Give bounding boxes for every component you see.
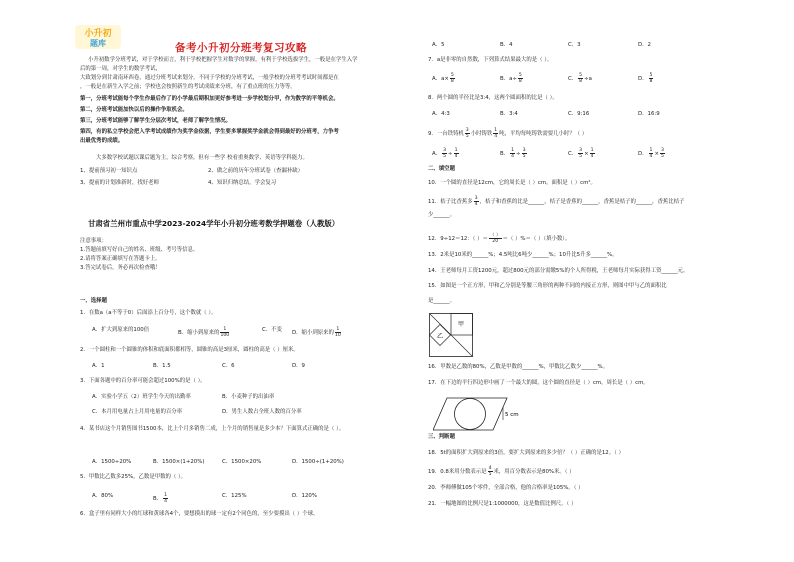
q3-opt-c: C．本月用电量占上月用电量的百分率 xyxy=(92,409,183,415)
q7-opt-a: A．a× $\frac{5}{8}$ xyxy=(432,73,454,84)
q7-opt-c: C． $\frac{5}{8}$ ÷a xyxy=(568,73,592,84)
guide-suggestion-1: 1、提前预习初一知识点 xyxy=(80,168,138,174)
q9-opt-d: D． $\frac{1}{4}$ × $\frac{3}{5}$ xyxy=(638,148,664,159)
q6-opt-a: A．5 xyxy=(432,42,445,48)
guide-point-1: 第一，分班考试能每个学生作最后作了的小学最后期积加更好参考进一步学校划分甲，作为数学的平等机会。 xyxy=(80,96,339,102)
q10-text: 10．一个圆的直径是12cm，它的周长是（ ）cm，面积是（ ）cm²。 xyxy=(428,180,596,186)
q1-opt-c: C．不变 xyxy=(262,327,282,333)
q4-opt-d: D．1500÷(1+20%) xyxy=(292,459,344,465)
q3-opt-b: B．小麦种子的出油率 xyxy=(222,394,275,400)
svg-text:小升初: 小升初 xyxy=(84,29,112,39)
square-figure xyxy=(429,313,473,357)
q4-opt-a: A．1500÷20% xyxy=(92,459,132,465)
q4-text: 4．某书店这个月销售图书1500本，比上个月多销售二成，上个月的销售量是多少本？下面算式正确的是（ ）。 xyxy=(80,426,345,432)
q2-opt-c: C．6 xyxy=(222,363,235,369)
q5-opt-c: C．125% xyxy=(222,493,247,499)
q5-text: 5．甲数比乙数多25%，乙数是甲数的（ ）。 xyxy=(80,474,187,480)
q9-opt-c: C． $\frac{3}{5}$ × $\frac{1}{4}$ xyxy=(568,148,594,159)
q6-text: 6．盒子里有同样大小的红球和黄球各4个，要想摸出的球一定有2个同色的，至少要摸出（ ）个球。 xyxy=(80,511,319,517)
q1-opt-d: D．缩小到原来的 $\frac{1}{10}$ xyxy=(292,327,341,338)
q8-opt-d: D．16:9 xyxy=(638,111,660,117)
notice-1: 1.答题前填写好自己的姓名、班级、考号等信息。 xyxy=(80,247,199,253)
parallelogram-figure xyxy=(433,397,533,431)
q15-text: 15．如图是一个正方形，甲和乙分别是等腰三角形的两种不同的内接正方形，则图中甲与乙的面积比 xyxy=(428,283,667,289)
dimension-label: 5 cm xyxy=(505,412,519,418)
q3-text: 3．下面各题中的百分率可能会超过100%的是（ ）。 xyxy=(80,378,206,384)
guide-point-3: 第三，分班考试能够了解学生分层次考试，老师了解学生情况。 xyxy=(80,118,231,124)
q7-opt-d: D． $\frac{5}{8}$ xyxy=(638,73,653,84)
svg-text:题库: 题库 xyxy=(90,39,106,48)
notice-3: 3.答完试卷后，务必再次检查哦！ xyxy=(80,265,161,271)
q19-text: 19．0.8米用分数表示是 $\frac{4}{5}$ 米，用百分数表示是80%米。（ ） xyxy=(428,466,575,477)
q2-opt-a: A．1 xyxy=(92,363,105,369)
guide-point-5: 出最优秀的成绩。 xyxy=(80,138,124,144)
q3-opt-a: A．实验小学五（2）班学生今天的出勤率 xyxy=(92,394,191,400)
q15-text-2: 是______。 xyxy=(428,298,455,304)
guide-intro-4: ，一般是在新生入学之前；学校也会按照新生的考试成绩来分班，有了重点班的压力等等。 xyxy=(80,84,296,90)
q20-text: 20．李师傅做105个零件，全部合格，他的合格率是105%。（ ） xyxy=(428,485,584,491)
guide-point-4: 第四，有的私立学校会把入学考试成绩作为奖学金依据，学生要多掌握奖学金就会得到最好的分班考，力争考 xyxy=(80,129,339,135)
guide-intro-1: 小升初数学分班考试，对于学校而言，利于学校把握学生对数学的掌握，有利于学校选拔学生，一般是在学生入学 xyxy=(88,57,358,63)
guide-suggestion-4: 4、知识归纳总结，学会复习 xyxy=(208,180,277,186)
guide-intro-2: 后的第一周，对学生的数学考试， xyxy=(80,66,161,72)
q7-opt-b: B．a÷ $\frac{5}{8}$ xyxy=(500,73,522,84)
q4-opt-b: B．1500×(1+20%) xyxy=(153,459,205,465)
guide-point-2: 第二，分班考试能加快以后的操作争取机会。 xyxy=(80,107,188,113)
brand-logo xyxy=(74,24,122,50)
notice-head: 注意事项： xyxy=(80,238,107,244)
notice-2: 2.请将答案正确填写在答题卡上。 xyxy=(80,256,161,262)
q6-opt-d: D．2 xyxy=(638,42,651,48)
q8-text: 8．两个圆的半径比是3:4，这两个圆面积的比是（ ）。 xyxy=(428,95,558,101)
paper-title: 甘肃省兰州市重点中学2023-2024学年小升初分班考数学押题卷（人教版） xyxy=(88,219,340,228)
q2-text: 2．一个圆柱和一个圆锥的体积和底面积都相等，圆锥的高是3厘米，圆柱的高是（ ）厘米。 xyxy=(80,347,299,353)
q9-text: 9．一台铁铸机 $\frac{3}{5}$ 小时铸铁 $\frac{1}{4}$ 吨，平均每吨铸铁需要几小时？（ ） xyxy=(428,128,588,139)
q2-opt-b: B．1.5 xyxy=(153,363,171,369)
q5-opt-d: D．120% xyxy=(292,493,317,499)
guide-suggest-intro: 大多数学校试题以课后题为主，综合考察，但有一些学 校看重奥数学、英语等学科能力。 xyxy=(96,155,308,161)
q16-text: 16．甲数是乙数的80%，乙数是甲数的______%，甲数比乙数少______%。 xyxy=(428,364,609,370)
q5-opt-a: A．80% xyxy=(92,493,114,499)
q12-text: 12．9÷12＝12：（ ）＝ $\frac{( )}{20}$ ＝（ ）%＝（ ）（填小数）。 xyxy=(428,233,571,244)
guide-suggestion-2: 2、做之前的历年分班试卷（查漏补缺） xyxy=(208,168,304,174)
q8-opt-a: A．4:3 xyxy=(432,111,450,117)
section-judge: 三、判断题 xyxy=(428,434,455,440)
q9-opt-b: B． $\frac{1}{4}$ ÷ $\frac{3}{5}$ xyxy=(500,148,526,159)
q14-text: 14．王老师每月工资1200元，超过800元的部分需缴5%的个人所得税，王老师每月实际获得工资______元。 xyxy=(428,268,689,274)
q8-opt-c: C．9:16 xyxy=(568,111,590,117)
guide-suggestion-3: 3、提前的计划准新时，找好老师 xyxy=(80,180,159,186)
q9-opt-a: A． $\frac{3}{5}$ ÷ $\frac{1}{4}$ xyxy=(432,148,458,159)
guide-intro-3: 大致划分到甘肃南环西卷，通过分班考试来划分。不同于学校的分班考试，一般学校的分班考考试时间都是在 xyxy=(80,75,339,81)
q2-opt-d: D．9 xyxy=(292,363,305,369)
label-yi: 乙 xyxy=(436,333,444,340)
q21-text: 21．一幅地图的比例尺是1:1000000，这是数值比例尺。（ ） xyxy=(428,501,577,507)
q3-opt-d: D．男生人数占全班人数的百分率 xyxy=(222,409,302,415)
q18-text: 18．5t的面积扩大到原来的3倍，要扩大到原来的多少倍？（ ）正确的是12。（ ） xyxy=(428,450,624,456)
q13-text: 13．2米是10米的______%；4.5吨比6吨少______%；10升比5升多______%。 xyxy=(428,252,618,258)
q6-opt-c: C．3 xyxy=(568,42,581,48)
q5-opt-b: B． $\frac{1}{4}$ xyxy=(153,493,168,504)
q6-opt-b: B．4 xyxy=(500,42,513,48)
section-choice: 一、选择题 xyxy=(80,298,107,304)
q1-opt-a: A．扩大到原来的100倍 xyxy=(92,327,150,333)
q17-text: 17．在下边的平行四边形中画了一个最大的圆，这个圆的直径是（ ）cm，周长是（ ）cm。 xyxy=(428,380,649,386)
section-fill: 二、填空题 xyxy=(428,166,455,172)
q4-opt-c: C．1500×20% xyxy=(222,459,262,465)
q8-opt-b: B．3:4 xyxy=(500,111,518,117)
q11-text-2: 少______。 xyxy=(428,212,455,218)
q7-text: 7．a是非零的自然数，下列算式结果最大的是（ ）。 xyxy=(428,57,553,63)
q1-opt-b: B．缩小到原来的 $\frac{1}{100}$ xyxy=(178,327,230,338)
label-jia: 甲 xyxy=(457,321,465,328)
guide-title: 备考小升初分班考复习攻略 xyxy=(175,42,307,54)
q1-text: 1．在数a（a不等于0）后面添上百分号，这个数就（ ）。 xyxy=(80,310,217,316)
q11-text: 11．桔子比香蕉多 $\frac{3}{4}$ ，桔子和香蕉的比是______，桔子是香蕉的______，香蕉是桔子的______，香蕉比桔子 xyxy=(428,196,685,207)
